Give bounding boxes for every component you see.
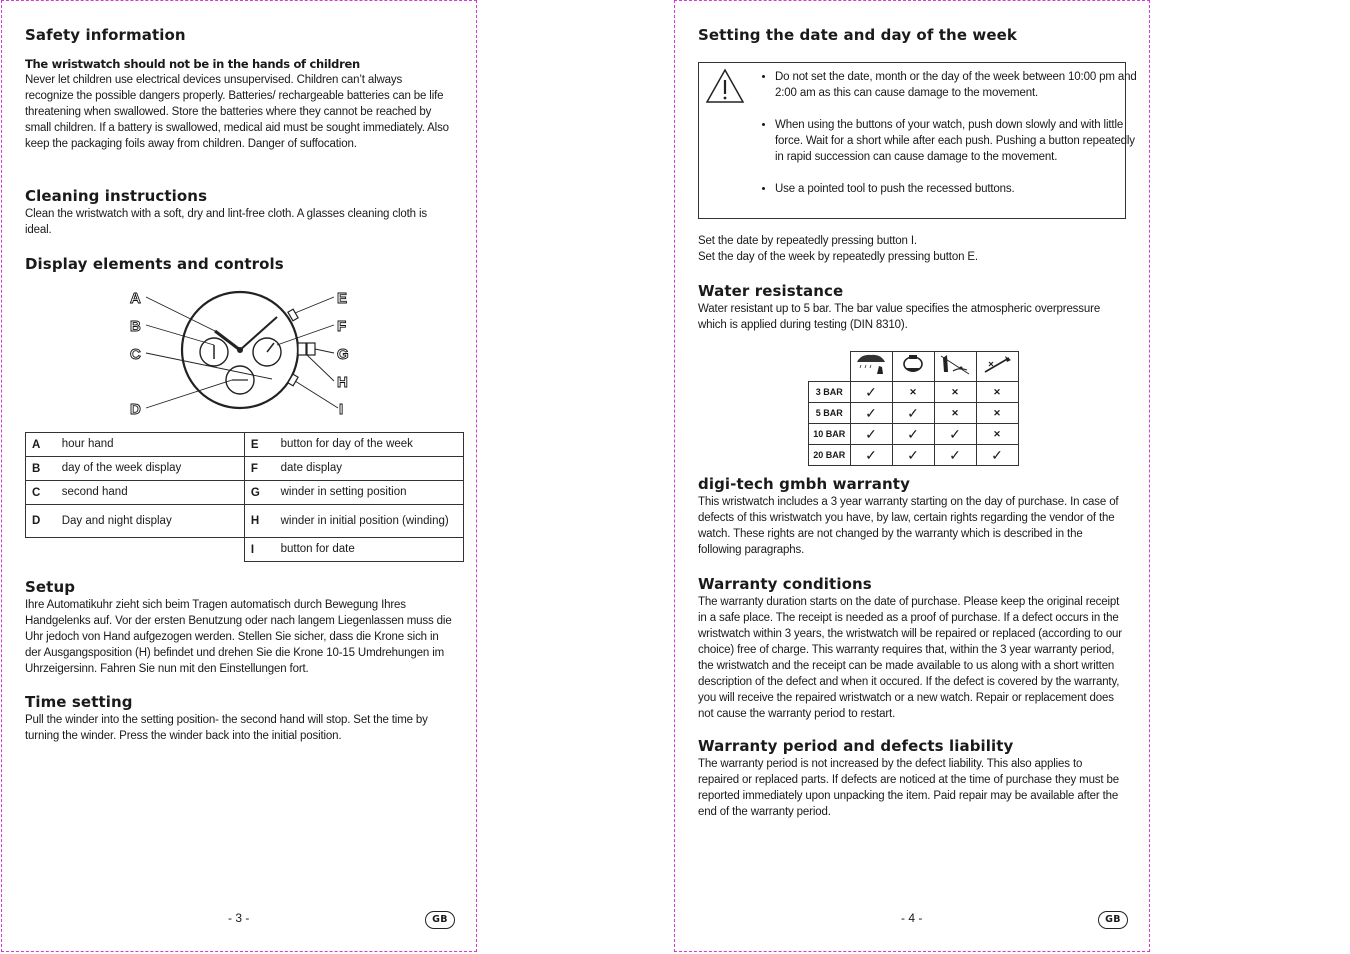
table-row <box>26 481 464 505</box>
check-icon: ✓ <box>892 424 934 445</box>
bar-label: 3 BAR <box>809 382 851 403</box>
legend-key: E <box>244 433 274 457</box>
diagram-label-e: E <box>337 290 348 307</box>
check-icon: ✓ <box>850 445 892 466</box>
bar-label: 5 BAR <box>809 403 851 424</box>
cleaning-text: Clean the wristwatch with a soft, dry and lint-free cloth. A glasses cleaning cloth is ideal. <box>25 208 427 236</box>
table-row <box>26 433 464 457</box>
legend-key: A <box>26 433 56 457</box>
cross-icon: ✕ <box>892 382 934 403</box>
check-icon: ✓ <box>892 445 934 466</box>
legend-value: date display <box>275 457 464 481</box>
legend-value: winder in initial position (winding) <box>275 505 464 538</box>
conditions-title: Warranty conditions <box>698 575 872 593</box>
water-title: Water resistance <box>698 282 844 300</box>
diagram-label-d: D <box>130 401 141 418</box>
swimming-icon <box>934 352 976 382</box>
legend-table <box>25 432 464 562</box>
check-icon: ✓ <box>850 403 892 424</box>
handwash-icon <box>892 352 934 382</box>
legend-value: button for day of the week <box>275 433 464 457</box>
page-left <box>1 0 477 952</box>
legend-key: F <box>244 457 274 481</box>
bar-label: 10 BAR <box>809 424 851 445</box>
setup-title: Setup <box>25 578 76 596</box>
safety-subtitle: The wristwatch should not be in the hands of children <box>25 57 360 71</box>
water-resistance-table <box>808 351 1019 466</box>
check-icon: ✓ <box>850 382 892 403</box>
setup-text: Ihre Automatikuhr zieht sich beim Tragen automatisch durch Bewegung Ihres Handgelenks auf. Vor der ersten Benutzung oder nach langem Liegenlassen muss die Uhr jedoch von Hand aufgezogen werden. Stellen Sie sicher, dass die Krone sich in der Ausgangsposition (H) befindet und drehen Sie die Krone 10-15 Umdrehungen im Uhrzeigersinn. Fahren Sie nun mit den Einstellungen fort. <box>25 599 452 675</box>
conditions-section <box>698 574 1128 722</box>
time-text: Pull the winder into the setting position- the second hand will stop. Set the time by turning the winder. Press the winder back into the initial position. <box>25 714 428 742</box>
time-section <box>25 692 455 744</box>
warning-triangle-icon <box>705 68 745 104</box>
diagram-label-a: A <box>130 290 141 307</box>
display-title: Display elements and controls <box>25 255 284 273</box>
safety-text: Never let children use electrical devices unsupervised. Children can’t always recognize the possible dangers properly. Batteries/ rechargeable batteries can be life threatening when swallowed. Store the batteries where they cannot be reached by small children. If a battery is swallowed, medical aid must be sought immediately. Also keep the packaging foils away from children. Danger of suffocation. <box>25 74 449 150</box>
warning-item: • Use a pointed tool to push the recessed buttons. <box>775 181 1137 197</box>
language-badge: GB <box>425 911 455 929</box>
check-icon: ✓ <box>934 445 976 466</box>
legend-key: H <box>244 505 274 538</box>
safety-section <box>25 25 455 152</box>
date-title: Setting the date and day of the week <box>698 26 1018 44</box>
legend-key: C <box>26 481 56 505</box>
page-right <box>674 0 1150 952</box>
warranty-title: digi-tech gmbh warranty <box>698 475 910 493</box>
warning-list <box>759 69 1137 197</box>
legend-value: day of the week display <box>56 457 245 481</box>
safety-title: Safety information <box>25 26 186 44</box>
legend-value: hour hand <box>56 433 245 457</box>
table-row <box>26 538 464 562</box>
conditions-text: The warranty duration starts on the date of purchase. Please keep the original receipt in a safe place. The receipt is needed as a proof of purchase. If a defect occurs in the wristwatch within 3 years, the wristwatch will be repaired or replaced (according to our choice) free of charge. This warranty requires that, within the 3 year warranty period, the wristwatch and the receipt can be made available to us along with a short written description of the defect and when it occured. If the defect is covered by the warranty, you will receive the repaired wristwatch or a new watch. Repair or replacement does not cause the warranty period to restart. <box>698 596 1122 720</box>
check-icon: ✓ <box>850 424 892 445</box>
cleaning-section <box>25 186 455 238</box>
time-title: Time setting <box>25 693 133 711</box>
period-section <box>698 736 1128 820</box>
cross-icon: ✕ <box>934 403 976 424</box>
check-icon: ✓ <box>976 445 1018 466</box>
watch-diagram <box>112 283 362 419</box>
warning-item: • Do not set the date, month or the day of the week between 10:00 pm and 2:00 am as this can cause damage to the movement. <box>775 69 1137 101</box>
diagram-label-b: B <box>130 318 141 335</box>
diagram-label-g: G <box>337 346 349 363</box>
table-row <box>809 445 1019 466</box>
legend-key: G <box>244 481 274 505</box>
bar-label: 20 BAR <box>809 445 851 466</box>
diagram-label-f: F <box>337 318 347 335</box>
setup-section <box>25 577 455 677</box>
display-section <box>25 254 284 274</box>
legend-value: winder in setting position <box>275 481 464 505</box>
warning-box <box>698 62 1137 219</box>
diagram-label-h: H <box>337 374 348 391</box>
table-row <box>26 505 464 538</box>
check-icon: ✓ <box>892 403 934 424</box>
cross-icon: ✕ <box>976 403 1018 424</box>
legend-key: I <box>244 538 274 562</box>
cross-icon: ✕ <box>976 424 1018 445</box>
legend-empty-cell <box>26 538 245 562</box>
cross-icon: ✕ <box>976 382 1018 403</box>
water-section <box>698 281 1128 333</box>
date-title-wrap <box>698 25 1017 45</box>
check-icon: ✓ <box>934 424 976 445</box>
water-text: Water resistant up to 5 bar. The bar value specifies the atmospheric overpressure which is applied during testing (DIN 8310). <box>698 303 1101 331</box>
cross-icon: ✕ <box>934 382 976 403</box>
page-number: - 3 - <box>228 911 250 925</box>
table-row <box>809 352 1019 382</box>
cleaning-title: Cleaning instructions <box>25 187 208 205</box>
warranty-section <box>698 474 1128 558</box>
legend-value: Day and night display <box>56 505 245 538</box>
period-title: Warranty period and defects liability <box>698 737 1014 755</box>
rain-icon <box>850 352 892 382</box>
page-number: - 4 - <box>901 911 923 925</box>
period-text: The warranty period is not increased by the defect liability. This also applies to repaired or replaced parts. If defects are noticed at the time of purchase they must be reported immediately upon unpacking the item. Paid repair may be available after the end of the warranty period. <box>698 758 1119 818</box>
table-row <box>809 403 1019 424</box>
date-instructions <box>698 233 1128 265</box>
table-corner <box>809 352 851 382</box>
warning-item: • When using the buttons of your watch, push down slowly and with little force. Wait for a short while after each push. Pushing a button repeatedly in rapid succession can cause damage to the movement. <box>775 117 1137 165</box>
legend-key: D <box>26 505 56 538</box>
diagram-label-c: C <box>130 346 141 363</box>
table-row <box>809 382 1019 403</box>
date-line-1: Set the date by repeatedly pressing button I. <box>698 235 917 247</box>
legend-key: B <box>26 457 56 481</box>
table-row <box>26 457 464 481</box>
table-row <box>809 424 1019 445</box>
warranty-text: This wristwatch includes a 3 year warranty starting on the day of purchase. In case of defects of this wristwatch you have, by law, certain rights regarding the vendor of the watch. These rights are not changed by the warranty which is described in the following paragraphs. <box>698 496 1119 556</box>
diagram-label-i: I <box>339 401 344 418</box>
legend-table-wrap <box>25 432 464 562</box>
legend-value: button for date <box>275 538 464 562</box>
legend-value: second hand <box>56 481 245 505</box>
language-badge: GB <box>1098 911 1128 929</box>
date-line-2: Set the day of the week by repeatedly pressing button E. <box>698 251 978 263</box>
diving-icon <box>976 352 1018 382</box>
